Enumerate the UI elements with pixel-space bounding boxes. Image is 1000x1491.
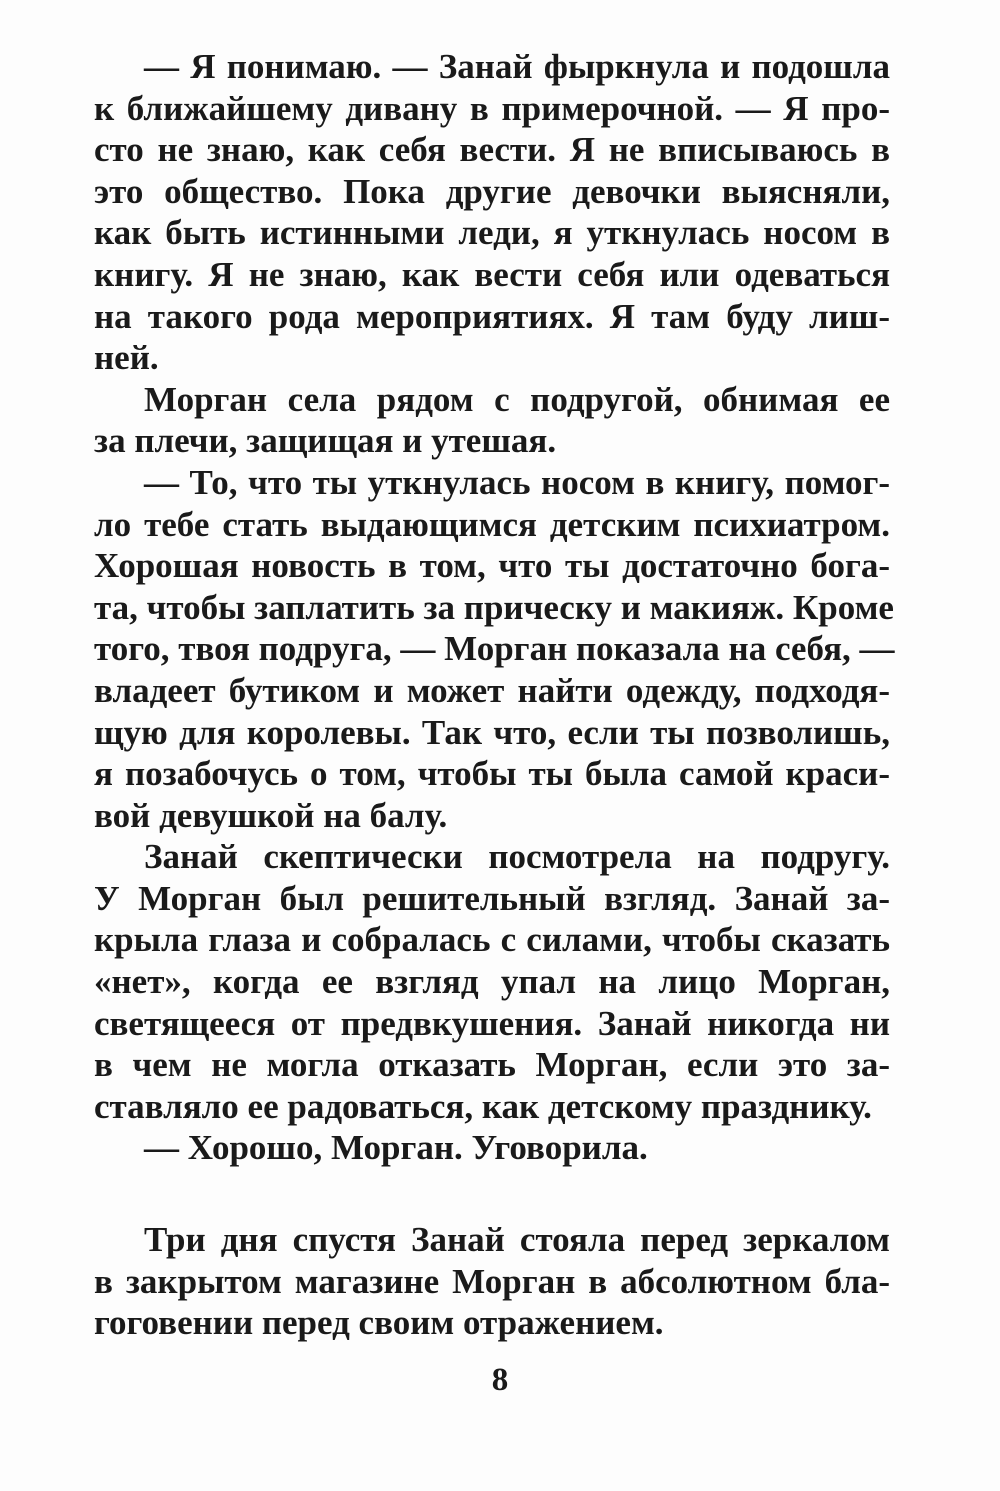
text-line: ло тебе стать выдающимся детским психиатром. xyxy=(94,504,890,544)
text-line: за плечи, защищая и утешая. xyxy=(94,421,557,461)
text-line: вой девушкой на балу. xyxy=(94,795,448,835)
text-line: сто не знаю, как себя вести. Я не вписываюсь в xyxy=(94,130,890,170)
text-line: Хорошая новость в том, что ты достаточно бога- xyxy=(94,546,890,586)
text-line: светящееся от предвкушения. Занай никогда ни xyxy=(94,1003,890,1043)
text-line: ставляло ее радоваться, как детскому празднику. xyxy=(94,1086,872,1126)
paragraph xyxy=(94,836,890,1127)
text-line: гоговении перед своим отражением. xyxy=(94,1303,664,1343)
text-line: это общество. Пока другие девочки выясняли, xyxy=(94,171,890,211)
text-block-main xyxy=(94,46,895,1169)
text-line: У Морган был решительный взгляд. Занай за- xyxy=(94,878,890,918)
paragraph xyxy=(94,1127,890,1169)
text-line: Три дня спустя Занай стояла перед зеркалом xyxy=(144,1220,890,1259)
text-line: — То, что ты уткнулась носом в книгу, помог- xyxy=(144,462,890,502)
page-number: 8 xyxy=(491,1362,509,1398)
text-line: на такого рода мероприятиях. Я там буду лиш- xyxy=(94,296,890,336)
paragraph xyxy=(94,462,895,836)
text-line: — Я понимаю. — Занай фыркнула и подошла xyxy=(144,47,890,86)
text-line: как быть истинными леди, я уткнулась носом в xyxy=(94,213,890,253)
text-line: владеет бутиком и может найти одежду, подходя- xyxy=(94,670,890,710)
text-block-section-break xyxy=(94,1219,890,1344)
paragraph xyxy=(94,46,890,379)
text-line: того, твоя подруга, — Морган показала на себя, — xyxy=(94,629,895,669)
paragraph xyxy=(94,379,890,462)
text-line: — Хорошо, Морган. Уговорила. xyxy=(144,1128,648,1168)
text-line: в чем не могла отказать Морган, если это за- xyxy=(94,1045,890,1085)
text-line: я позабочусь о том, чтобы ты была самой краси- xyxy=(94,754,890,794)
text-line: к ближайшему дивану в примерочной. — Я про- xyxy=(94,88,890,128)
text-line: Занай скептически посмотрела на подругу. xyxy=(144,837,890,877)
text-line: та, чтобы заплатить за прическу и макияж. Кроме xyxy=(94,587,894,627)
text-line: щую для королевы. Так что, если ты позволишь, xyxy=(94,712,890,752)
text-line: ней. xyxy=(94,338,159,378)
text-line: Морган села рядом с подругой, обнимая ее xyxy=(144,379,890,419)
text-line: книгу. Я не знаю, как вести себя или одеваться xyxy=(94,254,890,294)
text-line: крыла глаза и собралась с силами, чтобы сказать xyxy=(94,920,890,960)
text-line: «нет», когда ее взгляд упал на лицо Морган, xyxy=(94,962,890,1002)
text-line: в закрытом магазине Морган в абсолютном бла- xyxy=(94,1261,890,1301)
paragraph xyxy=(94,1219,890,1344)
